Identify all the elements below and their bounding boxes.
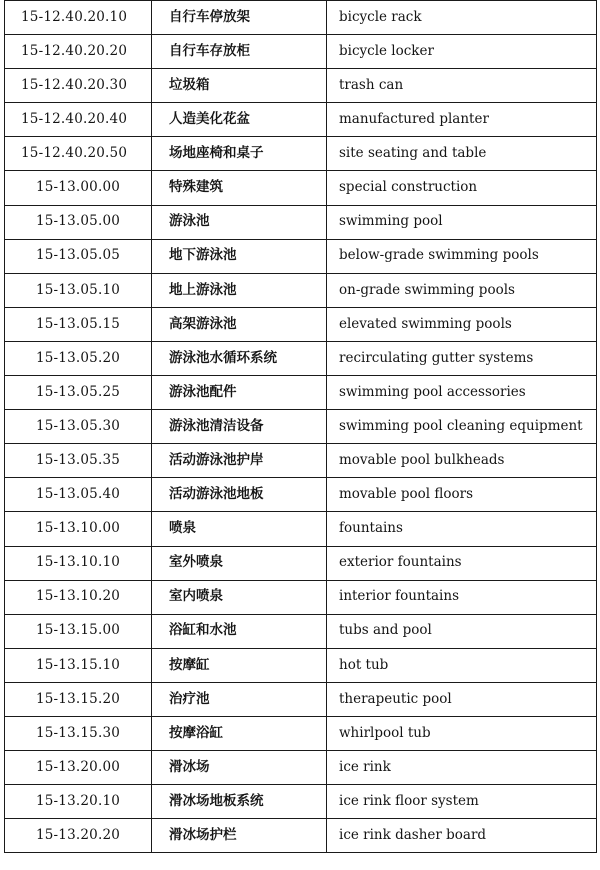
chinese-term-cell: 游泳池 xyxy=(152,205,327,239)
chinese-term-cell: 自行车停放架 xyxy=(152,1,327,35)
code-cell: 15-13.15.20 xyxy=(5,682,152,716)
table-row xyxy=(5,137,597,171)
english-term-cell: swimming pool cleaning equipment xyxy=(327,410,597,444)
table-row xyxy=(5,1,597,35)
english-term-cell: bicycle locker xyxy=(327,35,597,69)
chinese-term-cell: 室内喷泉 xyxy=(152,580,327,614)
code-cell: 15-13.15.30 xyxy=(5,716,152,750)
table-row xyxy=(5,580,597,614)
code-cell: 15-13.05.25 xyxy=(5,376,152,410)
table-row xyxy=(5,341,597,375)
english-term-cell: below-grade swimming pools xyxy=(327,239,597,273)
code-cell: 15-13.05.40 xyxy=(5,478,152,512)
code-cell: 15-13.10.20 xyxy=(5,580,152,614)
chinese-term-cell: 浴缸和水池 xyxy=(152,614,327,648)
table-row xyxy=(5,614,597,648)
chinese-term-cell: 垃圾箱 xyxy=(152,69,327,103)
code-cell: 15-12.40.20.20 xyxy=(5,35,152,69)
english-term-cell: ice rink dasher board xyxy=(327,819,597,853)
table-row xyxy=(5,444,597,478)
code-cell: 15-13.05.05 xyxy=(5,239,152,273)
table-row xyxy=(5,648,597,682)
table-row xyxy=(5,171,597,205)
table-body xyxy=(5,1,597,853)
english-term-cell: manufactured planter xyxy=(327,103,597,137)
table-row xyxy=(5,103,597,137)
classification-table xyxy=(4,0,597,853)
chinese-term-cell: 人造美化花盆 xyxy=(152,103,327,137)
code-cell: 15-13.05.10 xyxy=(5,273,152,307)
chinese-term-cell: 游泳池配件 xyxy=(152,376,327,410)
english-term-cell: movable pool bulkheads xyxy=(327,444,597,478)
table-row xyxy=(5,410,597,444)
english-term-cell: fountains xyxy=(327,512,597,546)
chinese-term-cell: 特殊建筑 xyxy=(152,171,327,205)
english-term-cell: site seating and table xyxy=(327,137,597,171)
code-cell: 15-12.40.20.50 xyxy=(5,137,152,171)
english-term-cell: hot tub xyxy=(327,648,597,682)
english-term-cell: swimming pool accessories xyxy=(327,376,597,410)
table-row xyxy=(5,307,597,341)
code-cell: 15-12.40.20.40 xyxy=(5,103,152,137)
table-row xyxy=(5,35,597,69)
english-term-cell: movable pool floors xyxy=(327,478,597,512)
code-cell: 15-13.20.10 xyxy=(5,785,152,819)
english-term-cell: swimming pool xyxy=(327,205,597,239)
english-term-cell: trash can xyxy=(327,69,597,103)
code-cell: 15-13.10.00 xyxy=(5,512,152,546)
table-row xyxy=(5,512,597,546)
english-term-cell: recirculating gutter systems xyxy=(327,341,597,375)
english-term-cell: ice rink xyxy=(327,751,597,785)
table-row xyxy=(5,751,597,785)
code-cell: 15-13.20.20 xyxy=(5,819,152,853)
code-cell: 15-13.20.00 xyxy=(5,751,152,785)
english-term-cell: interior fountains xyxy=(327,580,597,614)
english-term-cell: exterior fountains xyxy=(327,546,597,580)
code-cell: 15-13.15.00 xyxy=(5,614,152,648)
english-term-cell: elevated swimming pools xyxy=(327,307,597,341)
code-cell: 15-13.05.15 xyxy=(5,307,152,341)
chinese-term-cell: 喷泉 xyxy=(152,512,327,546)
code-cell: 15-13.10.10 xyxy=(5,546,152,580)
chinese-term-cell: 活动游泳池护岸 xyxy=(152,444,327,478)
english-term-cell: special construction xyxy=(327,171,597,205)
chinese-term-cell: 按摩浴缸 xyxy=(152,716,327,750)
chinese-term-cell: 场地座椅和桌子 xyxy=(152,137,327,171)
table-row xyxy=(5,273,597,307)
table-row xyxy=(5,376,597,410)
code-cell: 15-12.40.20.30 xyxy=(5,69,152,103)
table-row xyxy=(5,682,597,716)
english-term-cell: therapeutic pool xyxy=(327,682,597,716)
english-term-cell: on-grade swimming pools xyxy=(327,273,597,307)
code-cell: 15-13.15.10 xyxy=(5,648,152,682)
code-cell: 15-13.00.00 xyxy=(5,171,152,205)
chinese-term-cell: 地下游泳池 xyxy=(152,239,327,273)
english-term-cell: bicycle rack xyxy=(327,1,597,35)
english-term-cell: tubs and pool xyxy=(327,614,597,648)
table-row xyxy=(5,785,597,819)
chinese-term-cell: 游泳池清洁设备 xyxy=(152,410,327,444)
chinese-term-cell: 按摩缸 xyxy=(152,648,327,682)
table-row xyxy=(5,546,597,580)
chinese-term-cell: 游泳池水循环系统 xyxy=(152,341,327,375)
chinese-term-cell: 治疗池 xyxy=(152,682,327,716)
chinese-term-cell: 滑冰场护栏 xyxy=(152,819,327,853)
table-row xyxy=(5,239,597,273)
chinese-term-cell: 活动游泳池地板 xyxy=(152,478,327,512)
table-row xyxy=(5,205,597,239)
table-row xyxy=(5,819,597,853)
chinese-term-cell: 滑冰场 xyxy=(152,751,327,785)
code-cell: 15-13.05.00 xyxy=(5,205,152,239)
code-cell: 15-12.40.20.10 xyxy=(5,1,152,35)
table-row xyxy=(5,478,597,512)
code-cell: 15-13.05.35 xyxy=(5,444,152,478)
code-cell: 15-13.05.20 xyxy=(5,341,152,375)
chinese-term-cell: 地上游泳池 xyxy=(152,273,327,307)
table-row xyxy=(5,69,597,103)
chinese-term-cell: 滑冰场地板系统 xyxy=(152,785,327,819)
table-row xyxy=(5,716,597,750)
english-term-cell: ice rink floor system xyxy=(327,785,597,819)
chinese-term-cell: 高架游泳池 xyxy=(152,307,327,341)
document-page xyxy=(4,0,596,853)
chinese-term-cell: 自行车存放柜 xyxy=(152,35,327,69)
chinese-term-cell: 室外喷泉 xyxy=(152,546,327,580)
english-term-cell: whirlpool tub xyxy=(327,716,597,750)
code-cell: 15-13.05.30 xyxy=(5,410,152,444)
